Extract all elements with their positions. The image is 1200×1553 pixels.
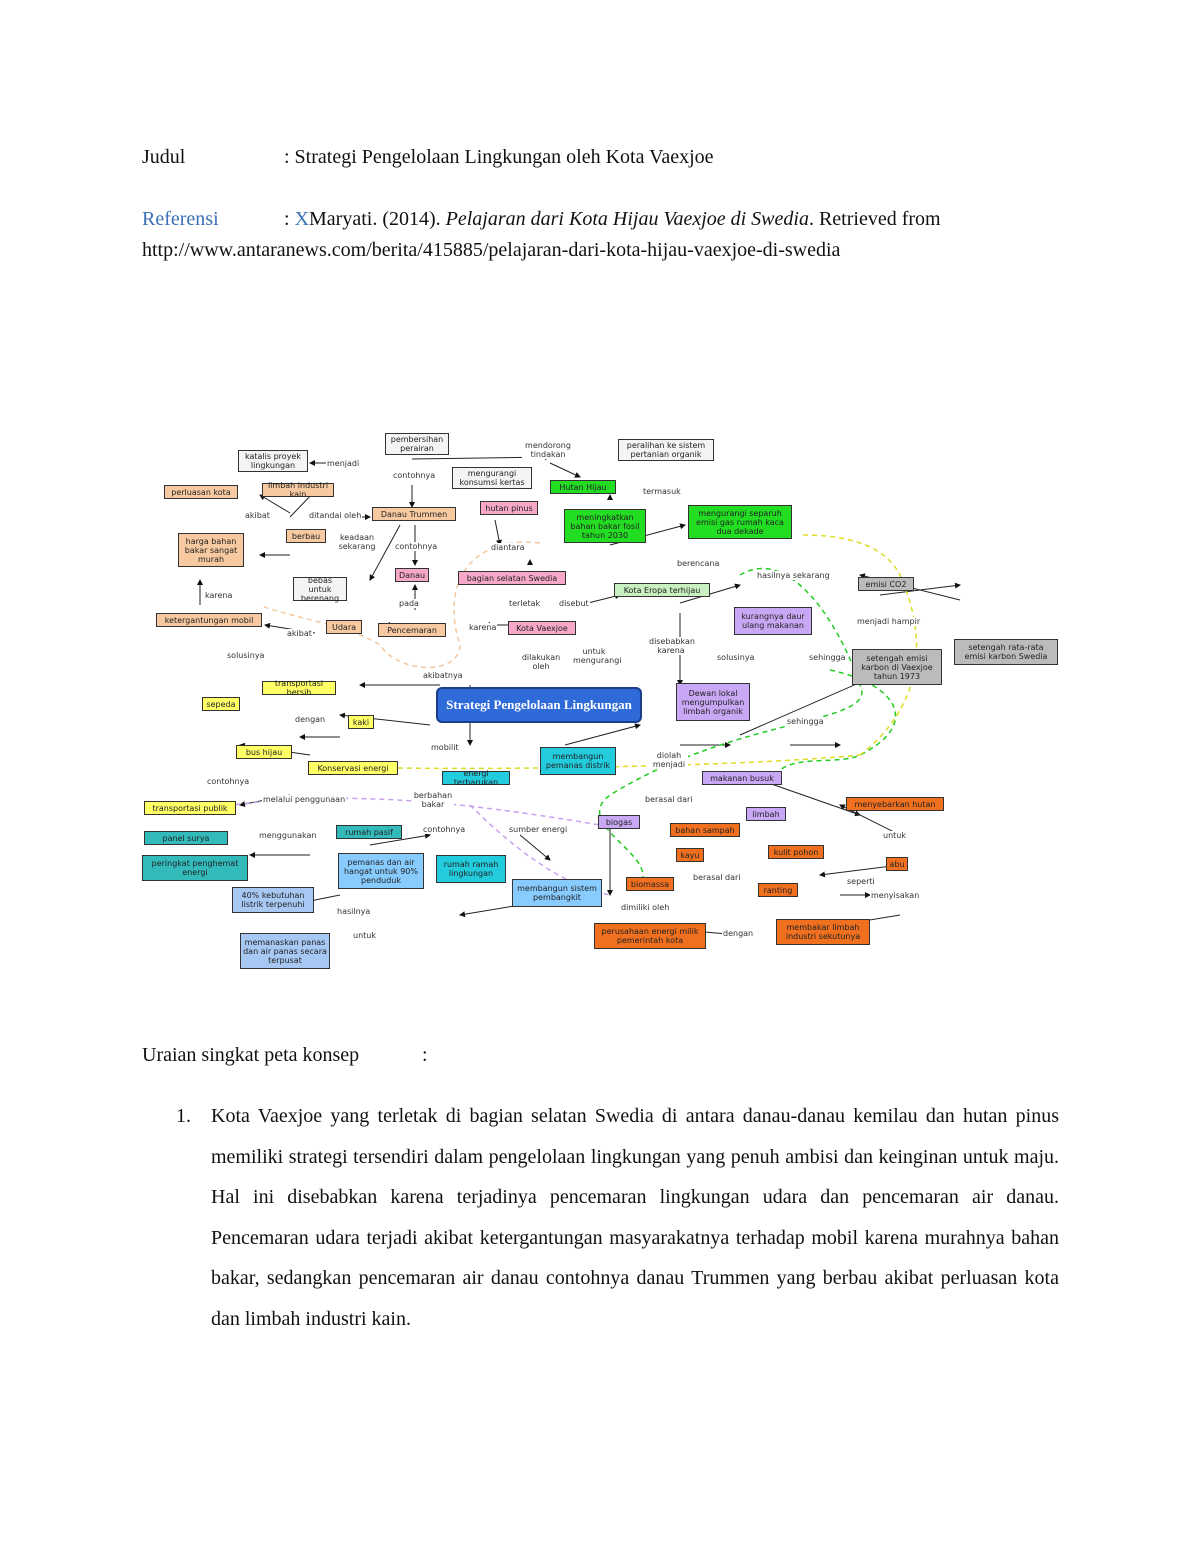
node-ranting: ranting xyxy=(758,883,798,897)
link-label: mobilit xyxy=(431,743,459,752)
node-setengah: setengah rata-rata emisi karbon Swedia xyxy=(954,639,1058,665)
node-kota-eropa: Kota Eropa terhijau xyxy=(614,583,710,597)
reference-author: Maryati. (2014). xyxy=(309,208,446,230)
link-label: ditandai oleh xyxy=(309,511,362,520)
reference-suffix: . Retrieved from xyxy=(808,208,941,230)
node-bagian-selatan: bagian selatan Swedia xyxy=(458,571,566,585)
link-label: sumber energi xyxy=(509,825,568,834)
link-label: akibat xyxy=(245,511,270,520)
node-sepeda: sepeda xyxy=(202,697,240,711)
link-label: berencana xyxy=(677,559,720,568)
reference-prefix: : xyxy=(284,208,295,230)
title-value: : Strategi Pengelolaan Lingkungan oleh Kota Vaexjoe xyxy=(284,146,714,168)
node-harga: harga bahan bakar sangat murah xyxy=(178,533,244,567)
node-peralihan: peralihan ke sistem pertanian organik xyxy=(618,439,714,461)
link-label: dimiliki oleh xyxy=(621,903,670,912)
node-pembersihan: pembersihan perairan xyxy=(385,433,449,455)
link-label: dengan xyxy=(723,929,754,938)
node-rumah-pasif: rumah pasif xyxy=(336,825,402,839)
reference-label: Referensi xyxy=(142,208,219,230)
node-danau: Danau xyxy=(395,568,429,582)
node-membangun-sistem: membangun sistem pembangkit xyxy=(512,879,602,907)
node-pemanas-air: pemanas dan air hangat untuk 90% penduduk xyxy=(338,853,424,889)
node-makanan-busuk: makanan busuk xyxy=(702,771,782,785)
comment-marker[interactable]: X xyxy=(294,208,310,230)
reference-title: Pelajaran dari Kota Hijau Vaexjoe di Swedia xyxy=(445,208,809,230)
node-bebas: bebas untuk berenang xyxy=(293,577,347,601)
link-label: sehingga xyxy=(787,717,824,726)
node-kota-vaexjoe: Kota Vaexjoe xyxy=(508,621,576,635)
node-mengurangi-kertas: mengurangi konsumsi kertas xyxy=(452,467,532,489)
node-berbau: berbau xyxy=(286,529,326,543)
node-transportasi-bersih: transportasi bersih xyxy=(262,681,336,695)
node-kebutuhan: 40% kebutuhan listrik terpenuhi xyxy=(232,887,314,913)
node-meningkatkan: meningkatkan bahan bakar fosil tahun 2030 xyxy=(564,509,646,543)
section-colon: : xyxy=(422,1044,428,1066)
link-label: mendorong tindakan xyxy=(522,441,574,459)
node-kulit-pohon: kulit pohon xyxy=(768,845,824,859)
node-membangun-pemanas: membangun pemanas distrik xyxy=(540,747,616,775)
node-setengah-karbon: setengah emisi karbon di Vaexjoe tahun 1973 xyxy=(852,649,942,685)
node-menyebarkan-hutan: menyebarkan hutan xyxy=(846,797,944,811)
link-label: dengan xyxy=(295,715,326,724)
link-label: contohnya xyxy=(423,825,466,834)
list-item-number: 1. xyxy=(176,1105,191,1127)
link-label: karena xyxy=(469,623,497,632)
node-dewan: Dewan lokal mengumpulkan limbah organik xyxy=(676,683,750,721)
node-danau-trummen: Danau Trummen xyxy=(372,507,456,521)
link-label: contohnya xyxy=(393,471,436,480)
node-perluasan: perluasan kota xyxy=(164,485,238,499)
node-bahan-sampah: bahan sampah xyxy=(670,823,740,837)
node-konservasi: Konservasi energi xyxy=(308,761,398,775)
link-label: akibat xyxy=(287,629,312,638)
link-label: termasuk xyxy=(643,487,681,496)
node-hutan-pinus: hutan pinus xyxy=(480,501,538,515)
link-label: solusinya xyxy=(717,653,755,662)
link-label: menyisakan xyxy=(871,891,920,900)
title-label: Judul xyxy=(142,146,186,168)
link-label: menggunakan xyxy=(259,831,317,840)
link-label: terletak xyxy=(509,599,541,608)
node-bus-hijau: bus hijau xyxy=(236,745,292,759)
concept-map xyxy=(140,425,1060,975)
link-label: pada xyxy=(399,599,419,608)
node-ketergantungan: ketergantungan mobil xyxy=(156,613,262,627)
link-label: menjadi hampir xyxy=(857,617,921,626)
link-label: menjadi xyxy=(327,459,360,468)
node-limbah: limbah xyxy=(746,807,786,821)
link-label: karena xyxy=(205,591,233,600)
link-label: hasilnya xyxy=(337,907,371,916)
link-label: diolah menjadi xyxy=(650,751,688,769)
link-label: untuk mengurangi xyxy=(573,647,622,665)
link-label: akibatnya xyxy=(423,671,463,680)
node-rumah-ramah: rumah ramah lingkungan xyxy=(436,855,506,883)
node-kaki: kaki xyxy=(348,715,374,729)
list-item-text: Kota Vaexjoe yang terletak di bagian selatan Swedia di antara danau-danau kemilau dan hutan pinus memiliki strategi tersendiri dalam pengelolaan lingkungan yang penuh ambisi dan keinginan untuk maju. Hal ini disebabkan karena terjadinya pencemaran lingkungan udara dan pencemaran air danau. Pencemaran udara terjadi akibat ketergantungan masyarakatnya terhadap mobil karena murahnya bahan bakar, sedangkan pencemaran air danau contohnya danau Trummen yang berbau akibat perluasan kota dan limbah industri kain. xyxy=(211,1105,1059,1330)
link-label: sehingga xyxy=(809,653,846,662)
node-perusahaan: perusahaan energi milik pemerintah kota xyxy=(594,923,706,949)
node-udara: Udara xyxy=(326,620,362,634)
link-label: berbahan bakar xyxy=(413,791,453,809)
node-hutan-hijau: Hutan Hijau xyxy=(550,480,616,494)
node-mengurangi-separuh: mengurangi separuh emisi gas rumah kaca dua dekade xyxy=(688,505,792,539)
section-heading: Uraian singkat peta konsep xyxy=(142,1044,360,1066)
node-biogas: biogas xyxy=(598,815,640,829)
main-node: Strategi Pengelolaan Lingkungan xyxy=(436,687,642,723)
node-kayu: kayu xyxy=(676,848,704,862)
link-label: diantara xyxy=(491,543,525,552)
node-katalis: katalis proyek lingkungan xyxy=(238,450,308,472)
node-kurangnya: kurangnya daur ulang makanan xyxy=(734,607,812,635)
node-energi-terbarukan: energi terbarukan xyxy=(442,771,510,785)
link-label: dilakukan oleh xyxy=(521,653,561,671)
link-label: keadaan sekarang xyxy=(336,533,378,551)
node-pencemaran: Pencemaran xyxy=(378,623,446,637)
node-panel-surya: panel surya xyxy=(144,831,228,845)
link-label: solusinya xyxy=(227,651,265,660)
link-label: contohnya xyxy=(395,542,438,551)
link-label: melalui penggunaan xyxy=(263,795,346,804)
node-membakar: membakar limbah industri sekutunya xyxy=(776,919,870,945)
node-memanas: memanaskan panas dan air panas secara terpusat xyxy=(240,933,330,969)
node-abu: abu xyxy=(886,857,908,871)
link-label: untuk xyxy=(353,931,376,940)
node-peringkat: peringkat penghemat energi xyxy=(142,855,248,881)
node-limbah-kain: limbah industri kain xyxy=(262,483,334,497)
reference-citation xyxy=(284,207,941,231)
reference-url[interactable]: http://www.antaranews.com/berita/415885/pelajaran-dari-kota-hijau-vaexjoe-di-swedia xyxy=(142,239,841,261)
link-label: hasilnya sekarang xyxy=(757,571,830,580)
link-label: contohnya xyxy=(207,777,250,786)
node-transportasi-publik: transportasi publik xyxy=(144,801,236,815)
link-label: untuk xyxy=(883,831,906,840)
link-label: berasal dari xyxy=(645,795,693,804)
link-label: seperti xyxy=(847,877,875,886)
node-biomassa: biomassa xyxy=(626,877,674,891)
link-label: disebabkan karena xyxy=(649,637,695,655)
link-label: disebut xyxy=(559,599,589,608)
node-emisi: emisi CO2 xyxy=(858,577,914,591)
link-label: berasal dari xyxy=(693,873,741,882)
